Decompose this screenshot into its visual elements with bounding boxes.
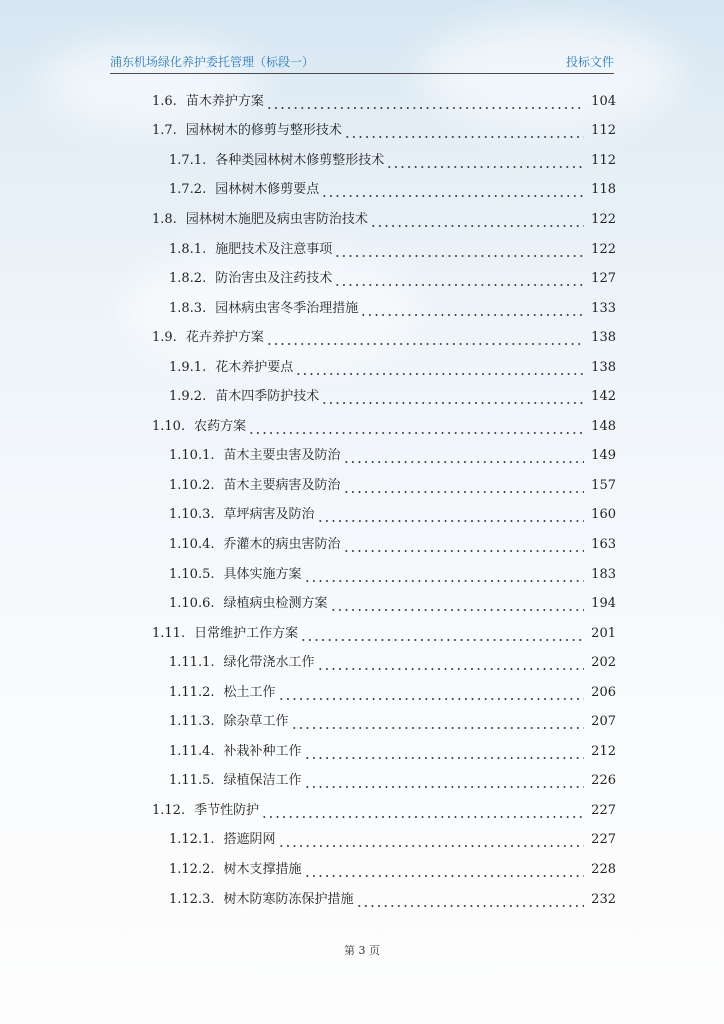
toc-entry-page: 118 <box>591 182 616 198</box>
toc-dot-leader <box>304 861 585 879</box>
toc-entry-page: 207 <box>591 714 616 730</box>
toc-entry-number: 1.12.3. <box>169 891 215 907</box>
toc-entry-page: 228 <box>591 861 616 877</box>
toc-entry-number: 1.8. <box>152 211 177 227</box>
toc-dot-leader <box>317 506 585 524</box>
toc-entry[interactable] <box>0 87 724 117</box>
toc-entry-number: 1.12.1. <box>169 832 215 848</box>
toc-dot-leader <box>291 713 585 731</box>
toc-entry-number: 1.12. <box>152 802 186 818</box>
page-number-label: 第 3 页 <box>344 944 380 957</box>
toc-dot-leader <box>317 654 585 672</box>
toc-entry-title: 园林树木修剪要点 <box>215 182 320 198</box>
toc-entry-number: 1.12.2. <box>169 861 215 877</box>
toc-entry-page: 138 <box>591 359 616 375</box>
toc-entry[interactable] <box>0 767 724 797</box>
toc-entry-title: 树木支撑措施 <box>223 861 302 877</box>
toc-entry-number: 1.11.5. <box>169 773 215 789</box>
toc-dot-leader <box>300 625 584 643</box>
toc-entry[interactable] <box>0 826 724 856</box>
toc-entry-title: 除杂草工作 <box>223 714 289 730</box>
toc-entry-title: 具体实施方案 <box>223 566 302 582</box>
toc-entry-page: 227 <box>591 802 616 818</box>
toc-entry-page: 212 <box>591 743 616 759</box>
toc-entry[interactable] <box>0 235 724 265</box>
toc-entry[interactable] <box>0 737 724 767</box>
toc-dot-leader <box>278 831 585 849</box>
toc-entry-number: 1.8.3. <box>169 300 207 316</box>
toc-entry-page: 148 <box>591 418 616 434</box>
toc-entry[interactable] <box>0 707 724 737</box>
toc-dot-leader <box>334 270 584 288</box>
toc-dot-leader <box>278 684 585 702</box>
toc-dot-leader <box>261 802 584 820</box>
toc-entry[interactable] <box>0 501 724 531</box>
toc-dot-leader <box>344 122 584 140</box>
toc-dot-leader <box>334 241 584 259</box>
toc-entry[interactable] <box>0 264 724 294</box>
toc-entry-number: 1.10.2. <box>169 477 215 493</box>
toc-dot-leader <box>330 595 585 613</box>
toc-entry-page: 122 <box>591 241 616 257</box>
toc-entry-page: 157 <box>591 477 616 493</box>
toc-dot-leader <box>266 93 584 111</box>
toc-entry-page: 142 <box>591 389 616 405</box>
toc-entry-number: 1.7. <box>152 123 177 139</box>
toc-entry-page: 112 <box>591 152 616 168</box>
toc-dot-leader <box>370 211 584 229</box>
toc-entry-title: 季节性防护 <box>194 802 260 818</box>
toc-entry[interactable] <box>0 294 724 324</box>
toc-entry[interactable] <box>0 796 724 826</box>
toc-entry-title: 绿植保洁工作 <box>223 773 302 789</box>
toc-entry-title: 施肥技术及注意事项 <box>215 241 333 257</box>
toc-entry[interactable] <box>0 176 724 206</box>
toc-entry-page: 202 <box>591 655 616 671</box>
toc-entry-page: 232 <box>591 891 616 907</box>
toc-entry-number: 1.9. <box>152 330 177 346</box>
toc-entry-title: 日常维护工作方案 <box>194 625 299 641</box>
page-header <box>110 50 614 72</box>
toc-entry-title: 苗木主要虫害及防治 <box>223 448 341 464</box>
table-of-contents <box>0 87 724 914</box>
toc-entry-title: 补栽补种工作 <box>223 743 302 759</box>
toc-entry[interactable] <box>0 471 724 501</box>
toc-entry-page: 194 <box>591 596 616 612</box>
toc-entry-title: 苗木养护方案 <box>185 93 264 109</box>
toc-dot-leader <box>360 300 584 318</box>
toc-entry-page: 138 <box>591 330 616 346</box>
toc-entry-title: 树木防寒防冻保护措施 <box>223 891 354 907</box>
toc-dot-leader <box>248 418 584 436</box>
toc-dot-leader <box>356 891 585 909</box>
toc-entry-number: 1.10. <box>152 418 186 434</box>
toc-entry-page: 112 <box>591 123 616 139</box>
toc-entry-number: 1.10.6. <box>169 596 215 612</box>
toc-dot-leader <box>266 329 584 347</box>
toc-entry-title: 乔灌木的病虫害防治 <box>223 536 341 552</box>
toc-entry-title: 搭遮阴网 <box>223 832 276 848</box>
toc-entry[interactable] <box>0 412 724 442</box>
toc-entry-page: 163 <box>591 536 616 552</box>
toc-entry[interactable] <box>0 382 724 412</box>
toc-entry-number: 1.11. <box>152 625 186 641</box>
toc-entry-number: 1.10.1. <box>169 448 215 464</box>
toc-entry-title: 园林病虫害冬季治理措施 <box>215 300 359 316</box>
toc-entry[interactable] <box>0 117 724 147</box>
toc-dot-leader <box>386 152 584 170</box>
toc-dot-leader <box>304 743 585 761</box>
toc-entry-page: 127 <box>591 271 616 287</box>
toc-dot-leader <box>343 536 585 554</box>
toc-entry-title: 绿植病虫检测方案 <box>223 596 328 612</box>
header-divider <box>110 73 614 74</box>
toc-entry-title: 农药方案 <box>194 418 247 434</box>
toc-entry[interactable] <box>0 146 724 176</box>
toc-entry-page: 227 <box>591 832 616 848</box>
toc-entry[interactable] <box>0 855 724 885</box>
toc-entry-title: 防治害虫及注药技术 <box>215 271 333 287</box>
toc-entry-page: 160 <box>591 507 616 523</box>
toc-entry-title: 苗木主要病害及防治 <box>223 477 341 493</box>
toc-entry[interactable] <box>0 205 724 235</box>
toc-entry-title: 各种类园林树木修剪整形技术 <box>215 152 385 168</box>
toc-dot-leader <box>321 388 584 406</box>
toc-entry[interactable] <box>0 323 724 353</box>
toc-entry-page: 206 <box>591 684 616 700</box>
toc-entry[interactable] <box>0 648 724 678</box>
toc-entry-title: 苗木四季防护技术 <box>215 389 320 405</box>
toc-entry[interactable] <box>0 353 724 383</box>
toc-entry-number: 1.7.2. <box>169 182 207 198</box>
toc-entry[interactable] <box>0 619 724 649</box>
toc-entry-number: 1.10.4. <box>169 536 215 552</box>
toc-entry-number: 1.7.1. <box>169 152 207 168</box>
toc-entry-title: 园林树木施肥及病虫害防治技术 <box>185 211 368 227</box>
toc-entry-page: 226 <box>591 773 616 789</box>
toc-entry-title: 园林树木的修剪与整形技术 <box>185 123 342 139</box>
toc-entry[interactable] <box>0 530 724 560</box>
toc-entry-number: 1.10.3. <box>169 507 215 523</box>
toc-entry-number: 1.6. <box>152 93 177 109</box>
header-project-title: 浦东机场绿化养护委托管理（标段一） <box>110 54 315 69</box>
toc-entry-number: 1.11.4. <box>169 743 215 759</box>
toc-entry[interactable] <box>0 442 724 472</box>
toc-dot-leader <box>295 359 584 377</box>
toc-entry-number: 1.10.5. <box>169 566 215 582</box>
toc-entry[interactable] <box>0 885 724 915</box>
toc-entry-number: 1.8.2. <box>169 271 207 287</box>
toc-entry-title: 松土工作 <box>223 684 276 700</box>
toc-dot-leader <box>304 772 585 790</box>
toc-entry[interactable] <box>0 560 724 590</box>
toc-entry-title: 草坪病害及防治 <box>223 507 315 523</box>
toc-entry-page: 122 <box>591 211 616 227</box>
toc-entry-title: 绿化带浇水工作 <box>223 655 315 671</box>
toc-entry-number: 1.11.2. <box>169 684 215 700</box>
toc-dot-leader <box>321 181 584 199</box>
toc-entry-number: 1.11.3. <box>169 714 215 730</box>
toc-entry-page: 149 <box>591 448 616 464</box>
toc-entry-page: 201 <box>591 625 616 641</box>
toc-entry-page: 133 <box>591 300 616 316</box>
toc-entry[interactable] <box>0 678 724 708</box>
toc-entry-number: 1.8.1. <box>169 241 207 257</box>
page-footer <box>0 942 724 958</box>
toc-entry-number: 1.11.1. <box>169 655 215 671</box>
toc-dot-leader <box>343 447 585 465</box>
toc-dot-leader <box>343 477 585 495</box>
header-document-type: 投标文件 <box>565 54 614 69</box>
toc-entry-page: 183 <box>591 566 616 582</box>
toc-dot-leader <box>304 566 585 584</box>
toc-entry[interactable] <box>0 589 724 619</box>
toc-entry-title: 花木养护要点 <box>215 359 294 375</box>
toc-entry-title: 花卉养护方案 <box>185 330 264 346</box>
toc-entry-number: 1.9.1. <box>169 359 207 375</box>
toc-entry-number: 1.9.2. <box>169 389 207 405</box>
toc-entry-page: 104 <box>591 93 616 109</box>
